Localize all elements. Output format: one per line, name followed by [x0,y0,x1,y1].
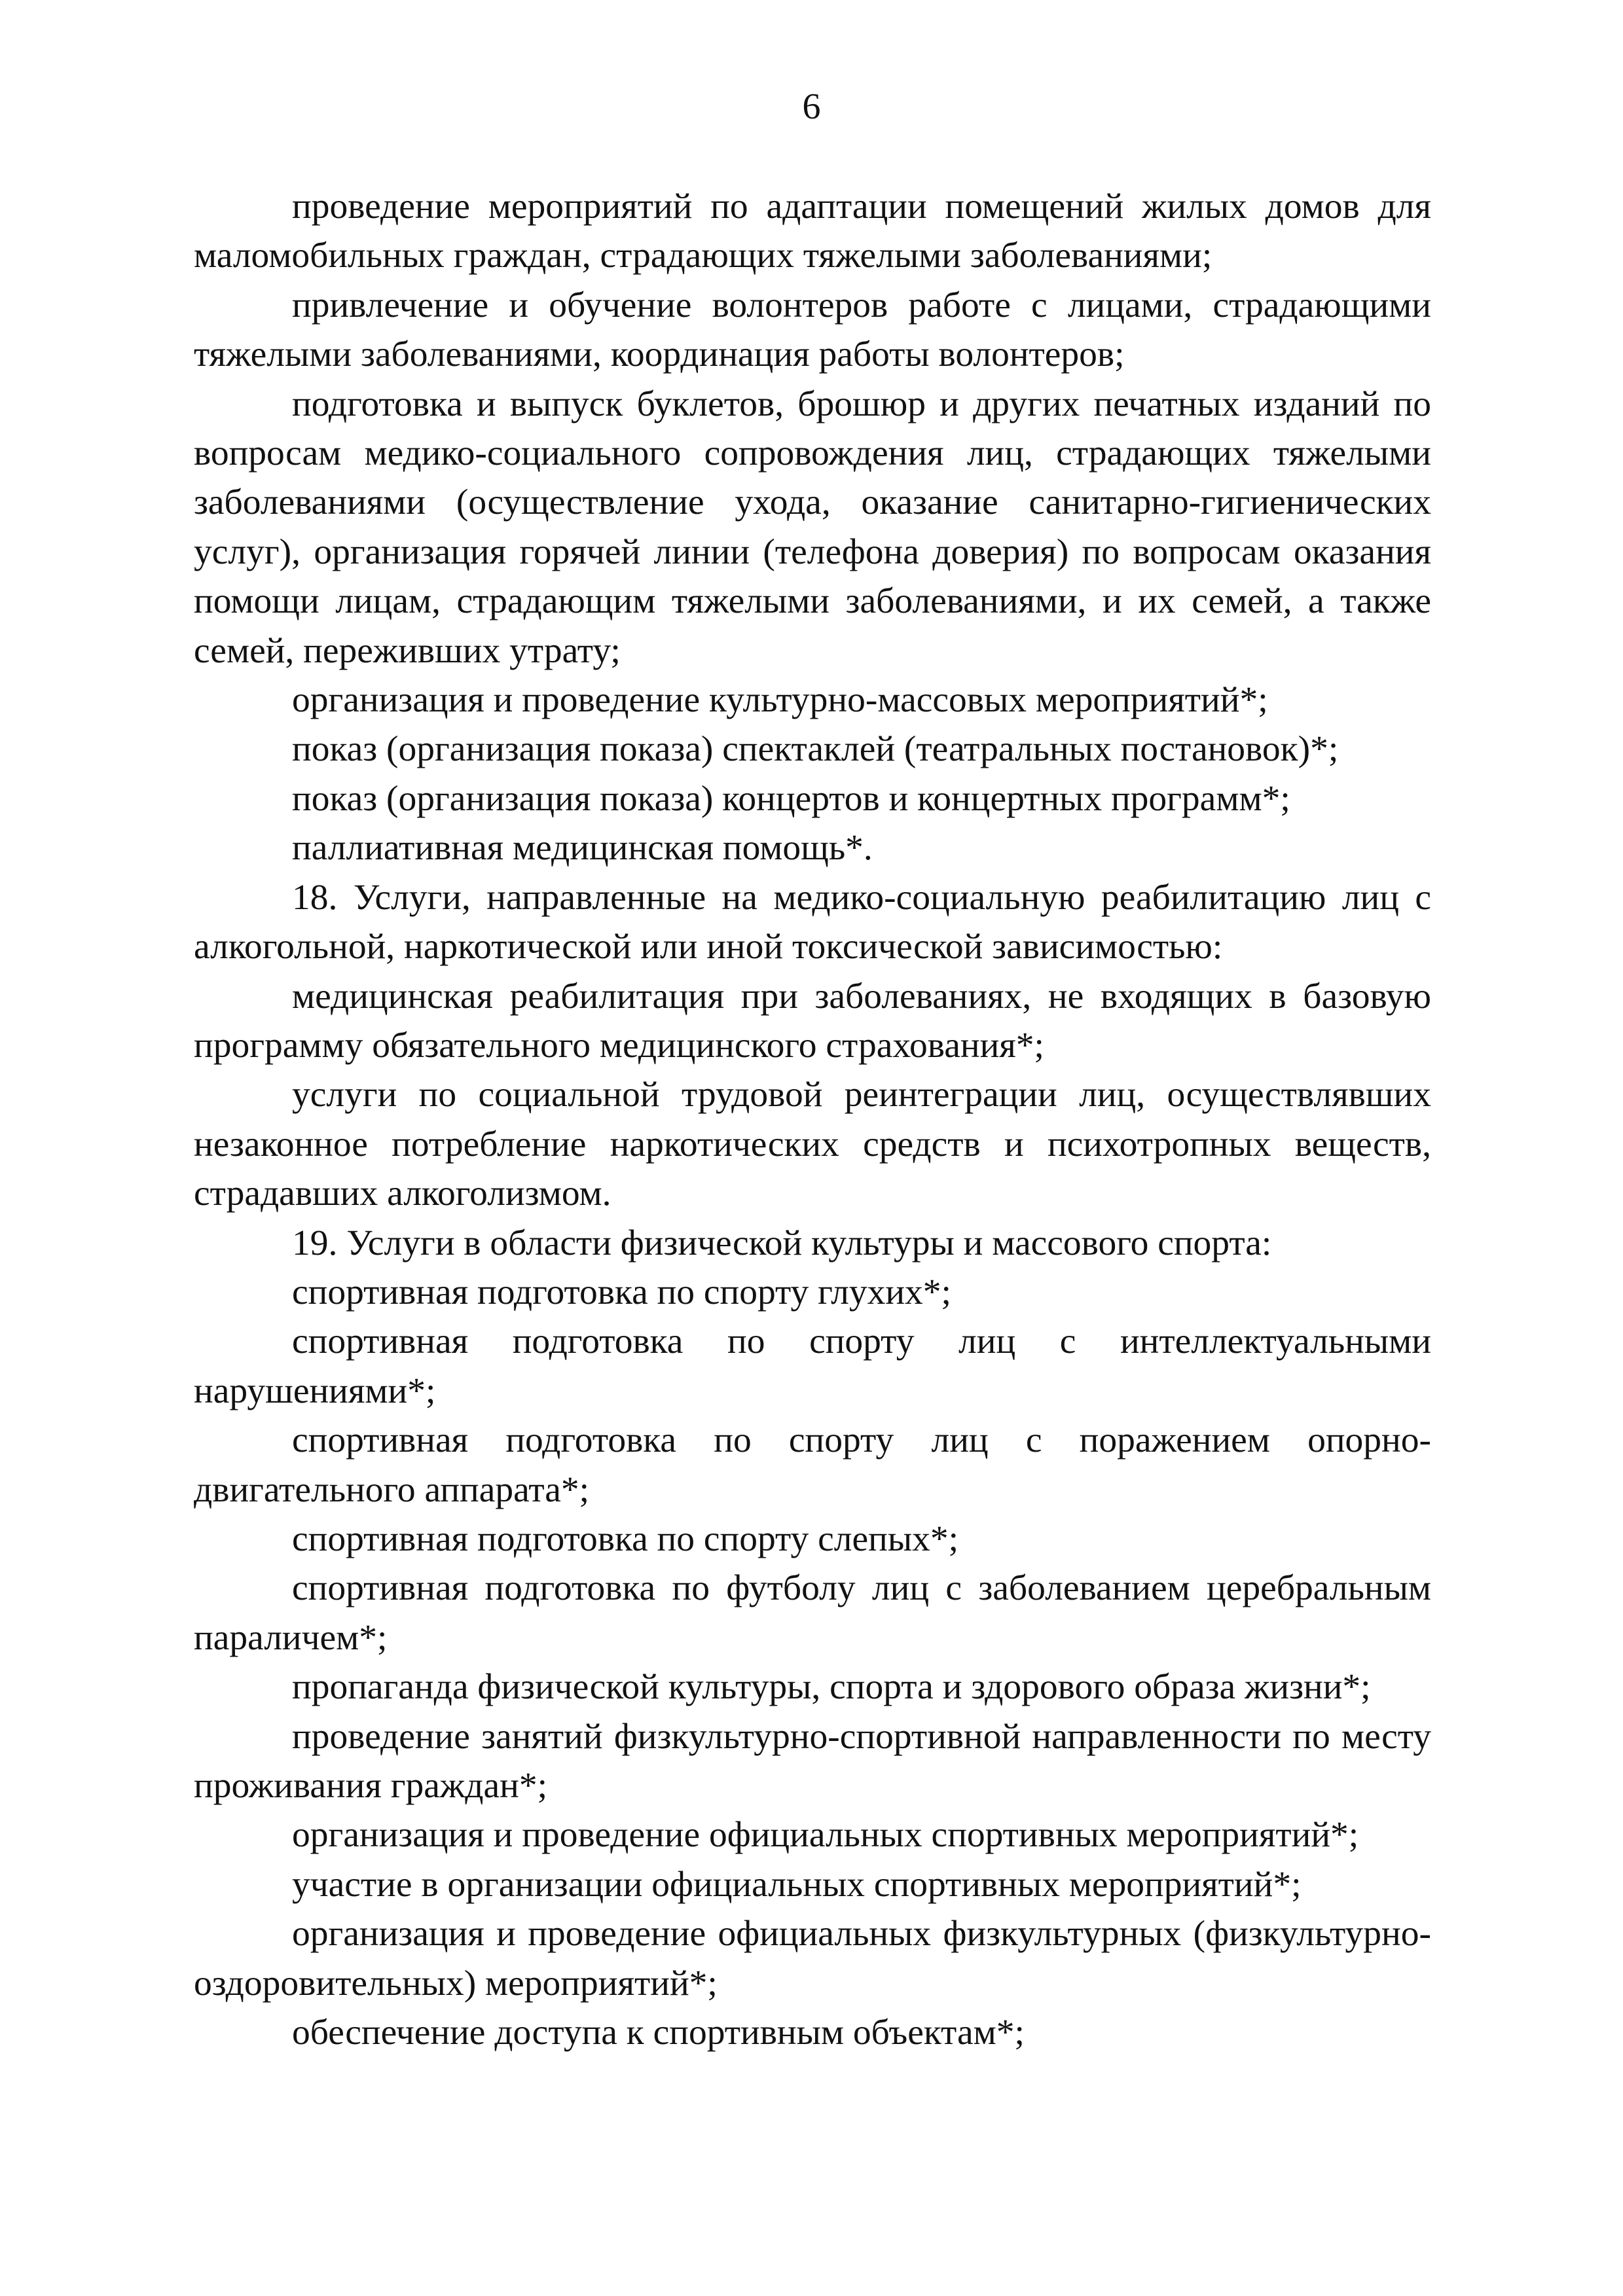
section-18-heading: 18. Услуги, направленные на медико-социальную реабилитацию лиц с алкогольной, наркотической или иной токсической зависимостью: [194,877,1431,967]
document-body [194,182,1431,2057]
page-number: 6 [802,86,821,127]
paragraph-musculoskeletal-sport: спортивная подготовка по спорту лиц с поражением опорно-двигательного аппарата*; [194,1420,1431,1510]
paragraph-labor-reintegration: услуги по социальной трудовой реинтеграции лиц, осуществлявших незаконное потребление наркотических средств и психотропных веществ, страдавших алкоголизмом. [194,1075,1431,1214]
paragraph-official-sport-events: организация и проведение официальных спортивных мероприятий*; [292,1815,1359,1856]
paragraph-palliative-care: паллиативная медицинская помощь*. [292,828,873,869]
paragraph-participation-events: участие в организации официальных спортивных мероприятий*; [292,1864,1302,1905]
paragraph-performances: показ (организация показа) спектаклей (театральных постановок)*; [292,729,1339,770]
paragraph-adaptation: проведение мероприятий по адаптации помещений жилых домов для маломобильных граждан, страдающих тяжелыми заболеваниями; [194,187,1431,276]
paragraph-cultural-events: организация и проведение культурно-массовых мероприятий*; [292,680,1268,721]
paragraph-volunteers: привлечение и обучение волонтеров работе с лицами, страдающими тяжелыми заболеваниями, координация работы волонтеров; [194,285,1431,375]
paragraph-booklets: подготовка и выпуск буклетов, брошюр и других печатных изданий по вопросам медико-социального сопровождения лиц, страдающих тяжелыми заболеваниями (осуществление ухода, оказание санитарно-гигиенических услуг), организация горячей линии (телефона доверия) по вопросам оказания помощи лицам, страдающим тяжелыми заболеваниями, и их семей, а также семей, переживших утрату; [194,384,1431,671]
paragraph-deaf-sport: спортивная подготовка по спорту глухих*; [292,1272,951,1312]
paragraph-concerts: показ (организация показа) концертов и концертных программ*; [292,778,1290,819]
paragraph-local-classes: проведение занятий физкультурно-спортивной направленности по месту проживания граждан*; [194,1716,1431,1806]
paragraph-medical-rehabilitation: медицинская реабилитация при заболеваниях, не входящих в базовую программу обязательного медицинского страхования*; [194,976,1431,1066]
paragraph-intellectual-sport: спортивная подготовка по спорту лиц с интеллектуальными нарушениями*; [194,1321,1431,1411]
paragraph-blind-sport: спортивная подготовка по спорту слепых*; [292,1518,959,1559]
section-19-heading: 19. Услуги в области физической культуры и массового спорта: [292,1223,1272,1263]
paragraph-healthy-lifestyle: пропаганда физической культуры, спорта и здорового образа жизни*; [292,1667,1371,1708]
paragraph-cp-football: спортивная подготовка по футболу лиц с заболеванием церебральным параличем*; [194,1568,1431,1658]
paragraph-sport-facilities-access: обеспечение доступа к спортивным объектам*; [292,2013,1025,2053]
paragraph-fitness-events: организация и проведение официальных физкультурных (физкультурно-оздоровительных) мероприятий*; [194,1914,1431,2003]
